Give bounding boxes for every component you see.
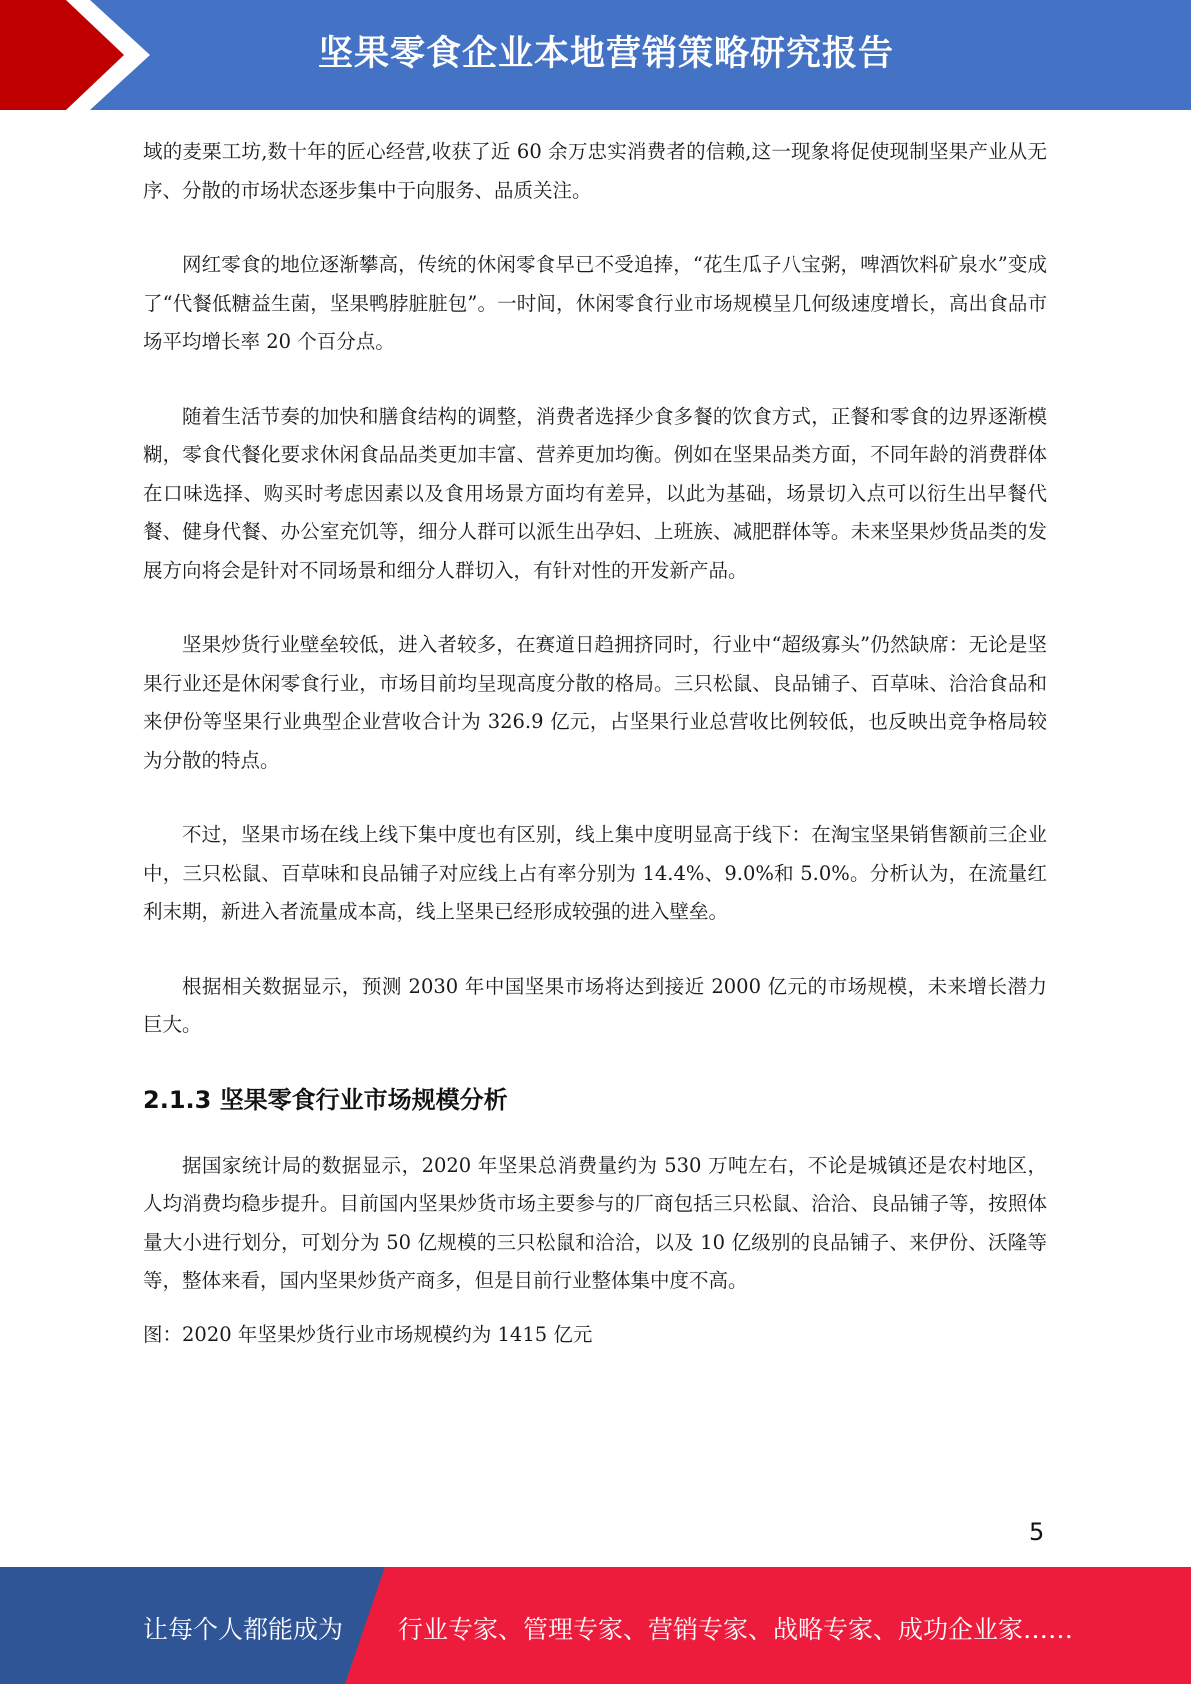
body-paragraph-5: 不过，坚果市场在线上线下集中度也有区别，线上集中度明显高于线下：在淘宝坚果销售额前三企业中，三只松鼠、百草味和良品铺子对应线上占有率分别为 14.4%、9.0%和 5.0%。分析认为，在流量红利末期，新进入者流量成本高，线上坚果已经形成较强的进入壁垒。 [143, 823, 1047, 923]
footer-slogan-left: 让每个人都能成为 [143, 1615, 344, 1644]
body-paragraph-6: 根据相关数据显示，预测 2030 年中国坚果市场将达到接近 2000 亿元的市场规模，未来增长潜力巨大。 [143, 974, 1047, 1036]
page-footer [0, 1567, 1191, 1684]
figure-caption: 图：2020 年坚果炒货行业市场规模约为 1415 亿元 [143, 1322, 593, 1346]
section-paragraph: 据国家统计局的数据显示，2020 年坚果总消费量约为 530 万吨左右，不论是城镇还是农村地区，人均消费均稳步提升。目前国内坚果炒货市场主要参与的厂商包括三只松鼠、洽洽、良品铺子等，按照体量大小进行划分，可划分为 50 亿规模的三只松鼠和洽洽，以及 10 亿级别的良品铺子、来伊份、沃隆等等，整体来看，国内坚果炒货产商多，但是目前行业整体集中度不高。 [143, 1153, 1047, 1292]
body-paragraph-4: 坚果炒货行业壁垒较低，进入者较多，在赛道日趋拥挤同时，行业中“超级寡头”仍然缺席：无论是坚果行业还是休闲零食行业，市场目前均呈现高度分散的格局。三只松鼠、良品铺子、百草味、洽洽食品和来伊份等坚果行业典型企业营收合计为 326.9 亿元，占坚果行业总营收比例较低，也反映出竞争格局较为分散的特点。 [143, 633, 1047, 772]
body-paragraph-1: 域的麦栗工坊,数十年的匠心经营,收获了近 60 余万忠实消费者的信赖,这一现象将促使现制坚果产业从无序、分散的市场状态逐步集中于向服务、品质关注。 [143, 140, 1047, 202]
page-number: 5 [1029, 1518, 1045, 1546]
section-heading: 2.1.3 坚果零食行业市场规模分析 [143, 1085, 508, 1114]
main-content [143, 133, 1047, 1353]
footer-slogan-right: 行业专家、管理专家、营销专家、战略专家、成功企业家…… [398, 1615, 1074, 1644]
page-header [0, 0, 1191, 110]
body-paragraph-3: 随着生活节奏的加快和膳食结构的调整，消费者选择少食多餐的饮食方式，正餐和零食的边界逐渐模糊，零食代餐化要求休闲食品品类更加丰富、营养更加均衡。例如在坚果品类方面，不同年龄的消费群体在口味选择、购买时考虑因素以及食用场景方面均有差异，以此为基础，场景切入点可以衍生出早餐代餐、健身代餐、办公室充饥等，细分人群可以派生出孕妇、上班族、减肥群体等。未来坚果炒货品类的发展方向将会是针对不同场景和细分人群切入，有针对性的开发新产品。 [143, 404, 1047, 582]
body-paragraph-2: 网红零食的地位逐渐攀高，传统的休闲零食早已不受追捧，“花生瓜子八宝粥，啤酒饮料矿泉水”变成了“代餐低糖益生菌，坚果鸭脖脏脏包”。一时间，休闲零食行业市场规模呈几何级速度增长，高出食品市场平均增长率 20 个百分点。 [143, 253, 1047, 353]
report-title: 坚果零食企业本地营销策略研究报告 [318, 34, 895, 74]
